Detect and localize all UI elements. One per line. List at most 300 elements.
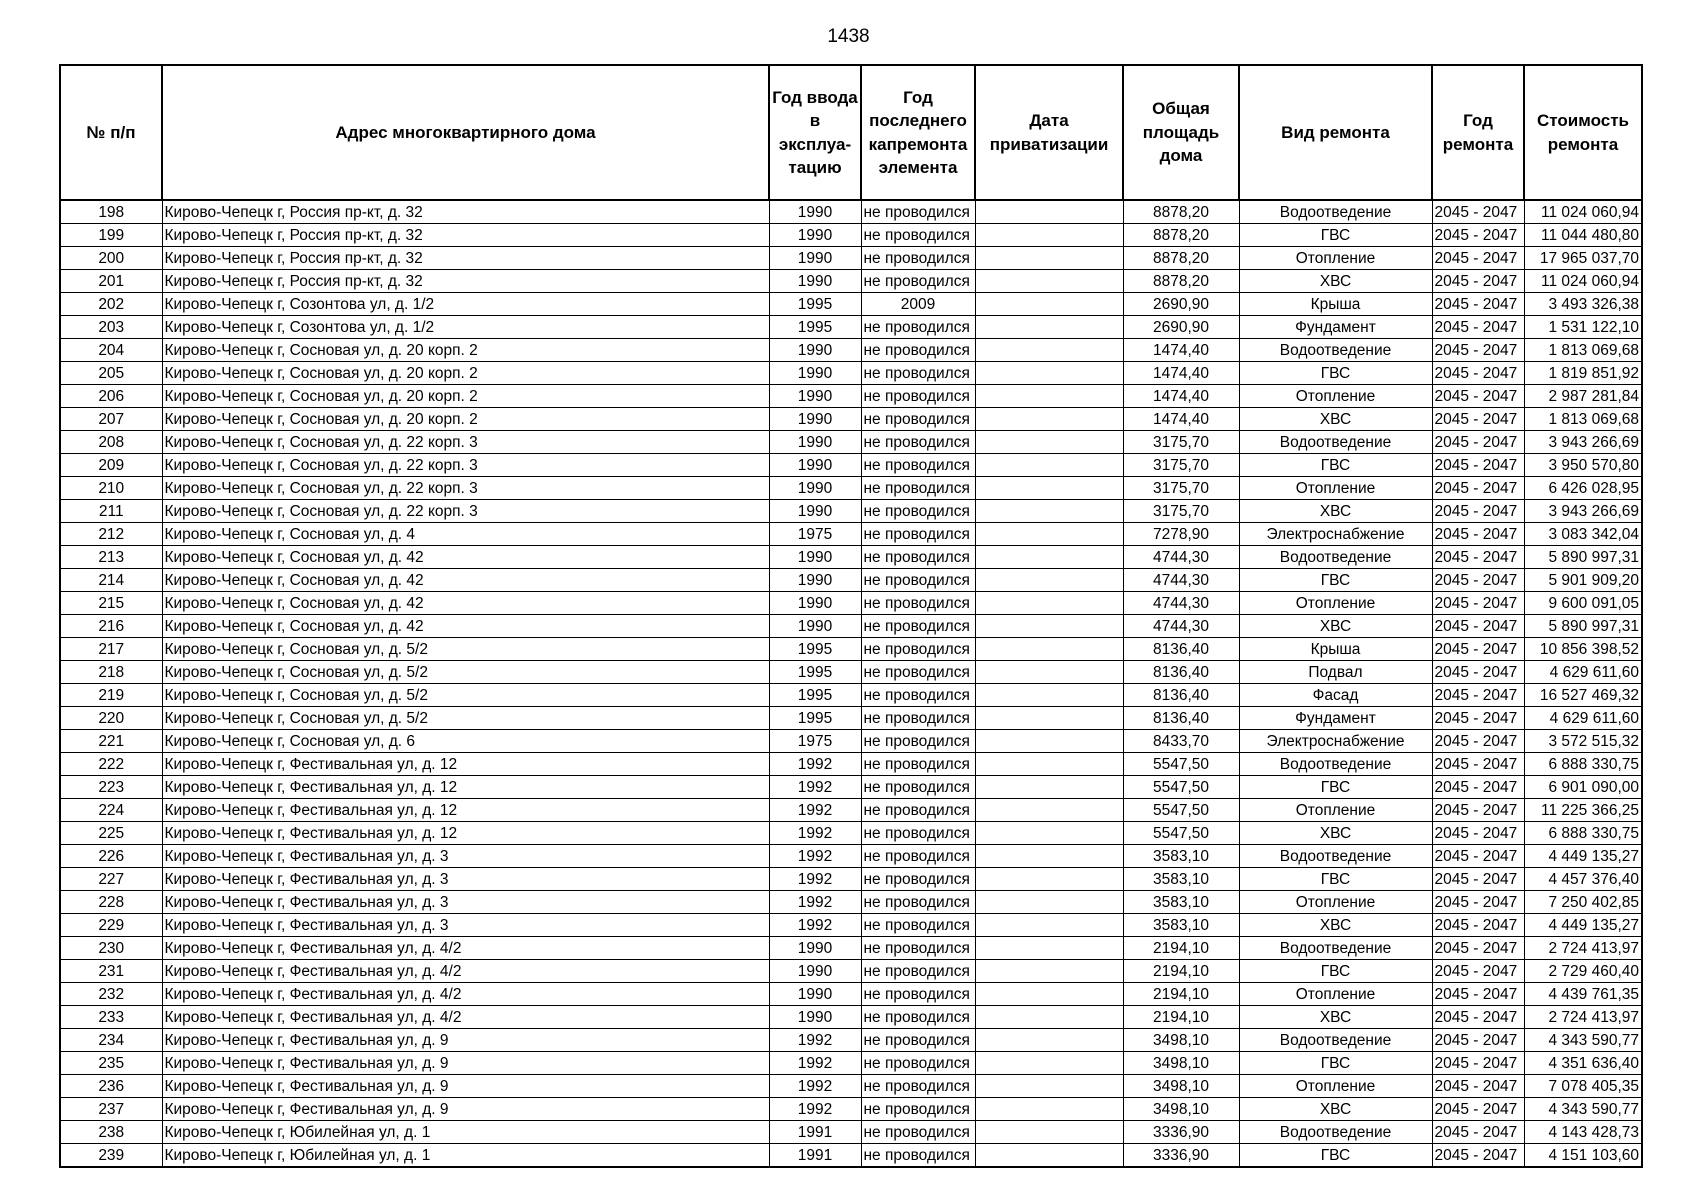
cell-year-last-repair: не проводился [861,776,975,799]
cell-address: Кирово-Чепецк г, Сосновая ул, д. 42 [162,592,769,615]
header-address: Адрес многоквартирного дома [162,65,769,200]
table-row [60,730,1642,753]
cell-area: 8878,20 [1123,270,1239,293]
cell-num: 213 [60,546,162,569]
cell-privatization [975,1121,1123,1144]
table-row [60,822,1642,845]
cell-area: 5547,50 [1123,799,1239,822]
cell-address: Кирово-Чепецк г, Созонтова ул, д. 1/2 [162,293,769,316]
cell-num: 231 [60,960,162,983]
cell-repair-type: Электроснабжение [1239,523,1432,546]
cell-repair-year: 2045 - 2047 [1432,868,1524,891]
cell-repair-year: 2045 - 2047 [1432,477,1524,500]
cell-year-last-repair: не проводился [861,523,975,546]
cell-num: 204 [60,339,162,362]
header-year-built: Год ввода в эксплуа-тацию [769,65,861,200]
cell-repair-type: ХВС [1239,408,1432,431]
cell-address: Кирово-Чепецк г, Сосновая ул, д. 4 [162,523,769,546]
cell-repair-year: 2045 - 2047 [1432,661,1524,684]
table-row [60,638,1642,661]
cell-year-last-repair: не проводился [861,799,975,822]
cell-address: Кирово-Чепецк г, Сосновая ул, д. 5/2 [162,684,769,707]
cell-privatization [975,822,1123,845]
cell-year-last-repair: не проводился [861,247,975,270]
cell-repair-year: 2045 - 2047 [1432,891,1524,914]
cell-repair-year: 2045 - 2047 [1432,224,1524,247]
cell-repair-type: ХВС [1239,1006,1432,1029]
cell-year-last-repair: не проводился [861,1144,975,1168]
cell-area: 3583,10 [1123,891,1239,914]
cell-year-last-repair: не проводился [861,477,975,500]
cell-num: 199 [60,224,162,247]
table-row [60,270,1642,293]
cell-num: 212 [60,523,162,546]
header-cost: Стоимость ремонта [1524,65,1642,200]
cell-area: 3336,90 [1123,1121,1239,1144]
header-repair-type: Вид ремонта [1239,65,1432,200]
cell-year-built: 1990 [769,247,861,270]
table-row [60,200,1642,224]
cell-year-last-repair: не проводился [861,707,975,730]
cell-year-built: 1995 [769,707,861,730]
cell-year-last-repair: не проводился [861,684,975,707]
cell-address: Кирово-Чепецк г, Сосновая ул, д. 42 [162,546,769,569]
cell-repair-year: 2045 - 2047 [1432,707,1524,730]
cell-privatization [975,914,1123,937]
cell-num: 206 [60,385,162,408]
cell-area: 1474,40 [1123,408,1239,431]
cell-privatization [975,247,1123,270]
cell-year-built: 1995 [769,638,861,661]
cell-privatization [975,339,1123,362]
cell-year-last-repair: не проводился [861,753,975,776]
cell-year-last-repair: не проводился [861,431,975,454]
cell-year-built: 1990 [769,569,861,592]
cell-area: 7278,90 [1123,523,1239,546]
cell-cost: 4 143 428,73 [1524,1121,1642,1144]
cell-address: Кирово-Чепецк г, Сосновая ул, д. 22 корп. 3 [162,500,769,523]
cell-privatization [975,776,1123,799]
table-row [60,362,1642,385]
cell-num: 202 [60,293,162,316]
cell-num: 223 [60,776,162,799]
cell-privatization [975,1006,1123,1029]
cell-area: 3498,10 [1123,1029,1239,1052]
cell-privatization [975,868,1123,891]
cell-address: Кирово-Чепецк г, Сосновая ул, д. 20 корп. 2 [162,385,769,408]
cell-year-built: 1991 [769,1121,861,1144]
cell-privatization [975,546,1123,569]
cell-num: 211 [60,500,162,523]
cell-year-built: 1992 [769,868,861,891]
cell-year-last-repair: не проводился [861,822,975,845]
cell-cost: 3 943 266,69 [1524,431,1642,454]
cell-year-last-repair: не проводился [861,1121,975,1144]
table-row [60,1144,1642,1168]
cell-area: 3498,10 [1123,1098,1239,1121]
header-num: № п/п [60,65,162,200]
table-row [60,937,1642,960]
cell-privatization [975,1052,1123,1075]
cell-area: 2194,10 [1123,983,1239,1006]
cell-address: Кирово-Чепецк г, Фестивальная ул, д. 9 [162,1075,769,1098]
cell-repair-type: Водоотведение [1239,200,1432,224]
cell-num: 214 [60,569,162,592]
cell-year-last-repair: не проводился [861,316,975,339]
cell-year-built: 1990 [769,937,861,960]
cell-repair-year: 2045 - 2047 [1432,592,1524,615]
cell-repair-year: 2045 - 2047 [1432,730,1524,753]
cell-address: Кирово-Чепецк г, Фестивальная ул, д. 3 [162,845,769,868]
cell-repair-type: Водоотведение [1239,431,1432,454]
table-row [60,339,1642,362]
cell-area: 3498,10 [1123,1052,1239,1075]
cell-repair-type: Подвал [1239,661,1432,684]
cell-privatization [975,408,1123,431]
cell-year-built: 1992 [769,914,861,937]
cell-address: Кирово-Чепецк г, Сосновая ул, д. 42 [162,569,769,592]
table-row [60,960,1642,983]
cell-privatization [975,661,1123,684]
cell-year-built: 1990 [769,615,861,638]
cell-num: 229 [60,914,162,937]
cell-num: 235 [60,1052,162,1075]
cell-address: Кирово-Чепецк г, Фестивальная ул, д. 12 [162,799,769,822]
cell-privatization [975,615,1123,638]
cell-year-built: 1992 [769,753,861,776]
cell-repair-year: 2045 - 2047 [1432,776,1524,799]
cell-year-built: 1990 [769,339,861,362]
cell-num: 234 [60,1029,162,1052]
cell-address: Кирово-Чепецк г, Фестивальная ул, д. 12 [162,822,769,845]
cell-year-built: 1992 [769,776,861,799]
cell-year-built: 1990 [769,592,861,615]
cell-year-built: 1990 [769,200,861,224]
cell-year-built: 1991 [769,1144,861,1168]
cell-privatization [975,385,1123,408]
cell-area: 5547,50 [1123,776,1239,799]
cell-address: Кирово-Чепецк г, Сосновая ул, д. 42 [162,615,769,638]
cell-cost: 9 600 091,05 [1524,592,1642,615]
cell-year-last-repair: не проводился [861,615,975,638]
cell-cost: 17 965 037,70 [1524,247,1642,270]
cell-year-last-repair: не проводился [861,500,975,523]
table-row [60,247,1642,270]
cell-num: 203 [60,316,162,339]
cell-year-last-repair: не проводился [861,638,975,661]
cell-area: 2194,10 [1123,937,1239,960]
cell-address: Кирово-Чепецк г, Сосновая ул, д. 22 корп. 3 [162,454,769,477]
cell-repair-type: ГВС [1239,569,1432,592]
cell-year-built: 1990 [769,546,861,569]
cell-num: 238 [60,1121,162,1144]
cell-cost: 7 078 405,35 [1524,1075,1642,1098]
cell-cost: 7 250 402,85 [1524,891,1642,914]
cell-repair-year: 2045 - 2047 [1432,293,1524,316]
cell-area: 8878,20 [1123,247,1239,270]
cell-repair-year: 2045 - 2047 [1432,385,1524,408]
cell-area: 3175,70 [1123,454,1239,477]
cell-year-built: 1990 [769,385,861,408]
table-row [60,408,1642,431]
cell-area: 4744,30 [1123,546,1239,569]
cell-area: 3583,10 [1123,845,1239,868]
cell-repair-year: 2045 - 2047 [1432,408,1524,431]
cell-repair-year: 2045 - 2047 [1432,615,1524,638]
cell-cost: 4 343 590,77 [1524,1098,1642,1121]
cell-privatization [975,500,1123,523]
cell-num: 219 [60,684,162,707]
cell-privatization [975,753,1123,776]
cell-year-last-repair: не проводился [861,270,975,293]
cell-repair-year: 2045 - 2047 [1432,339,1524,362]
cell-area: 2194,10 [1123,960,1239,983]
cell-year-built: 1975 [769,730,861,753]
cell-repair-type: Водоотведение [1239,1121,1432,1144]
cell-address: Кирово-Чепецк г, Сосновая ул, д. 22 корп. 3 [162,477,769,500]
cell-privatization [975,362,1123,385]
cell-area: 5547,50 [1123,753,1239,776]
cell-address: Кирово-Чепецк г, Фестивальная ул, д. 3 [162,914,769,937]
cell-year-last-repair: 2009 [861,293,975,316]
table-row [60,707,1642,730]
cell-year-built: 1992 [769,845,861,868]
cell-cost: 2 724 413,97 [1524,1006,1642,1029]
cell-year-last-repair: не проводился [861,569,975,592]
cell-year-last-repair: не проводился [861,845,975,868]
cell-repair-type: Водоотведение [1239,1029,1432,1052]
cell-cost: 5 890 997,31 [1524,615,1642,638]
table-row [60,224,1642,247]
table-row [60,799,1642,822]
cell-repair-year: 2045 - 2047 [1432,1121,1524,1144]
table-row [60,500,1642,523]
cell-cost: 11 024 060,94 [1524,270,1642,293]
cell-cost: 3 572 515,32 [1524,730,1642,753]
cell-repair-year: 2045 - 2047 [1432,1144,1524,1168]
cell-num: 221 [60,730,162,753]
cell-cost: 6 901 090,00 [1524,776,1642,799]
cell-area: 4744,30 [1123,569,1239,592]
table-row [60,454,1642,477]
cell-num: 233 [60,1006,162,1029]
cell-repair-year: 2045 - 2047 [1432,270,1524,293]
cell-address: Кирово-Чепецк г, Сосновая ул, д. 20 корп. 2 [162,362,769,385]
cell-year-last-repair: не проводился [861,1052,975,1075]
cell-repair-type: Крыша [1239,293,1432,316]
cell-year-last-repair: не проводился [861,1029,975,1052]
table-row [60,1098,1642,1121]
cell-cost: 6 888 330,75 [1524,822,1642,845]
cell-cost: 1 531 122,10 [1524,316,1642,339]
cell-area: 3175,70 [1123,500,1239,523]
cell-repair-type: ХВС [1239,822,1432,845]
cell-repair-year: 2045 - 2047 [1432,546,1524,569]
cell-address: Кирово-Чепецк г, Фестивальная ул, д. 9 [162,1029,769,1052]
cell-area: 3175,70 [1123,477,1239,500]
table-row [60,615,1642,638]
cell-address: Кирово-Чепецк г, Россия пр-кт, д. 32 [162,224,769,247]
cell-num: 207 [60,408,162,431]
cell-repair-year: 2045 - 2047 [1432,983,1524,1006]
cell-year-built: 1990 [769,983,861,1006]
table-row [60,1052,1642,1075]
cell-year-last-repair: не проводился [861,1006,975,1029]
cell-year-last-repair: не проводился [861,1075,975,1098]
page-number: 1438 [827,26,870,47]
cell-privatization [975,1029,1123,1052]
repair-registry-table [59,64,1643,1168]
table-row [60,753,1642,776]
cell-year-last-repair: не проводился [861,1098,975,1121]
cell-cost: 11 044 480,80 [1524,224,1642,247]
cell-area: 1474,40 [1123,362,1239,385]
table-body [60,200,1642,1167]
table-row [60,914,1642,937]
cell-num: 232 [60,983,162,1006]
cell-privatization [975,845,1123,868]
cell-address: Кирово-Чепецк г, Сосновая ул, д. 5/2 [162,661,769,684]
cell-repair-type: ХВС [1239,615,1432,638]
cell-privatization [975,293,1123,316]
table-row [60,983,1642,1006]
cell-repair-type: Отопление [1239,592,1432,615]
cell-num: 227 [60,868,162,891]
cell-year-built: 1992 [769,799,861,822]
cell-area: 2690,90 [1123,293,1239,316]
cell-year-built: 1990 [769,224,861,247]
cell-year-last-repair: не проводился [861,983,975,1006]
cell-address: Кирово-Чепецк г, Фестивальная ул, д. 9 [162,1052,769,1075]
table-header-row [60,65,1642,200]
cell-repair-year: 2045 - 2047 [1432,822,1524,845]
cell-repair-year: 2045 - 2047 [1432,316,1524,339]
cell-cost: 2 987 281,84 [1524,385,1642,408]
cell-privatization [975,270,1123,293]
cell-repair-year: 2045 - 2047 [1432,247,1524,270]
cell-num: 218 [60,661,162,684]
cell-num: 222 [60,753,162,776]
cell-cost: 4 351 636,40 [1524,1052,1642,1075]
table-row [60,523,1642,546]
cell-year-built: 1995 [769,661,861,684]
cell-cost: 4 629 611,60 [1524,707,1642,730]
table-row [60,1029,1642,1052]
cell-privatization [975,454,1123,477]
cell-area: 2690,90 [1123,316,1239,339]
cell-address: Кирово-Чепецк г, Россия пр-кт, д. 32 [162,200,769,224]
cell-num: 216 [60,615,162,638]
cell-repair-type: ГВС [1239,960,1432,983]
cell-year-last-repair: не проводился [861,937,975,960]
cell-privatization [975,799,1123,822]
cell-privatization [975,200,1123,224]
cell-area: 3583,10 [1123,868,1239,891]
cell-address: Кирово-Чепецк г, Сосновая ул, д. 5/2 [162,638,769,661]
cell-year-built: 1990 [769,960,861,983]
cell-cost: 3 493 326,38 [1524,293,1642,316]
cell-year-last-repair: не проводился [861,362,975,385]
cell-repair-year: 2045 - 2047 [1432,1098,1524,1121]
cell-repair-year: 2045 - 2047 [1432,454,1524,477]
cell-repair-type: Фасад [1239,684,1432,707]
cell-repair-type: Отопление [1239,1075,1432,1098]
cell-num: 225 [60,822,162,845]
cell-repair-type: Фундамент [1239,316,1432,339]
cell-repair-type: Отопление [1239,477,1432,500]
cell-repair-type: Электроснабжение [1239,730,1432,753]
cell-cost: 4 151 103,60 [1524,1144,1642,1168]
table-row [60,661,1642,684]
cell-year-last-repair: не проводился [861,730,975,753]
cell-area: 2194,10 [1123,1006,1239,1029]
cell-repair-year: 2045 - 2047 [1432,500,1524,523]
table-row [60,776,1642,799]
cell-address: Кирово-Чепецк г, Сосновая ул, д. 20 корп. 2 [162,339,769,362]
cell-repair-year: 2045 - 2047 [1432,431,1524,454]
cell-year-built: 1995 [769,316,861,339]
cell-year-built: 1992 [769,1098,861,1121]
table-row [60,385,1642,408]
cell-year-last-repair: не проводился [861,408,975,431]
cell-cost: 11 024 060,94 [1524,200,1642,224]
table-row [60,569,1642,592]
cell-repair-year: 2045 - 2047 [1432,362,1524,385]
cell-address: Кирово-Чепецк г, Фестивальная ул, д. 3 [162,891,769,914]
cell-year-built: 1990 [769,431,861,454]
cell-num: 228 [60,891,162,914]
cell-area: 3336,90 [1123,1144,1239,1168]
cell-address: Кирово-Чепецк г, Россия пр-кт, д. 32 [162,247,769,270]
cell-year-built: 1975 [769,523,861,546]
cell-privatization [975,316,1123,339]
cell-year-built: 1990 [769,500,861,523]
cell-repair-type: ГВС [1239,362,1432,385]
cell-cost: 3 083 342,04 [1524,523,1642,546]
table-row [60,546,1642,569]
cell-repair-type: ГВС [1239,776,1432,799]
cell-year-last-repair: не проводился [861,385,975,408]
cell-repair-type: Водоотведение [1239,339,1432,362]
cell-repair-type: Отопление [1239,983,1432,1006]
cell-cost: 1 813 069,68 [1524,408,1642,431]
table-row [60,293,1642,316]
cell-year-last-repair: не проводился [861,546,975,569]
cell-privatization [975,477,1123,500]
cell-cost: 4 449 135,27 [1524,914,1642,937]
cell-year-built: 1992 [769,1075,861,1098]
table-row [60,868,1642,891]
cell-cost: 4 449 135,27 [1524,845,1642,868]
cell-privatization [975,960,1123,983]
cell-year-built: 1995 [769,684,861,707]
cell-num: 220 [60,707,162,730]
cell-cost: 2 724 413,97 [1524,937,1642,960]
cell-year-built: 1990 [769,1006,861,1029]
cell-cost: 6 426 028,95 [1524,477,1642,500]
cell-privatization [975,1075,1123,1098]
cell-repair-type: ХВС [1239,1098,1432,1121]
cell-repair-type: ГВС [1239,454,1432,477]
cell-address: Кирово-Чепецк г, Сосновая ул, д. 20 корп. 2 [162,408,769,431]
cell-area: 5547,50 [1123,822,1239,845]
cell-repair-year: 2045 - 2047 [1432,753,1524,776]
cell-address: Кирово-Чепецк г, Сосновая ул, д. 22 корп. 3 [162,431,769,454]
cell-address: Кирово-Чепецк г, Фестивальная ул, д. 4/2 [162,937,769,960]
cell-num: 208 [60,431,162,454]
cell-repair-year: 2045 - 2047 [1432,845,1524,868]
cell-area: 8136,40 [1123,638,1239,661]
